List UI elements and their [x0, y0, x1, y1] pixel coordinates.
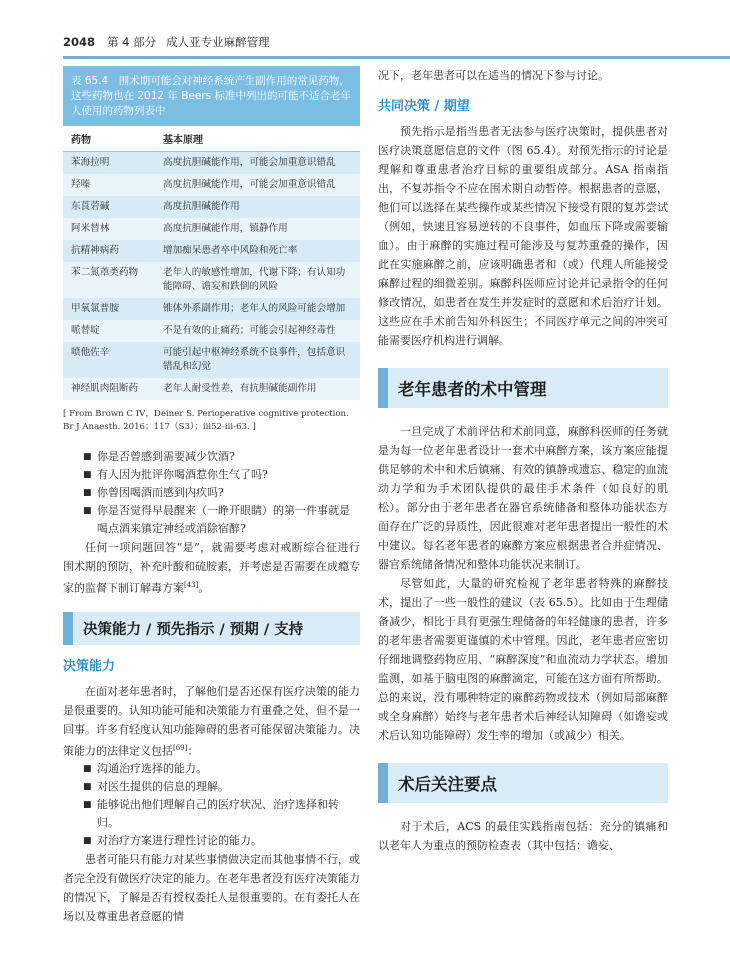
section-heading-postop — [378, 763, 668, 803]
part-title: 成人亚专业麻醉管理 — [166, 35, 270, 49]
rationale-cell: 高度抗胆碱能作用，可能会加重意识错乱 — [155, 152, 360, 175]
drug-table — [63, 126, 360, 400]
drug-cell: 苯海拉明 — [63, 152, 155, 175]
paragraph-intraop-plan: 一旦完成了术前评估和术前同意，麻醉科医师的任务就是为每一位老年患者设计一套术中麻醉方案，该方案应能提供足够的术中和术后镇痛、有效的镇静或遗忘、稳定的血流动力学和为手术团队提供的最佳手术条件（如良好的肌松）。部分由于老年患者在器官系统储备和整体功能状态方面存在广泛的异质性，因此很难对老年患者提出一般性的术中建议。每名老年患者的麻醉方案应根据患者合并症情况、器官系统储备情况和整体功能状况来制订。 — [378, 425, 668, 571]
section-heading-decision — [63, 612, 360, 645]
citation: [43] — [184, 581, 199, 589]
part-label: 第 4 部分 — [107, 35, 157, 49]
drug-cell: 东莨菪碱 — [63, 196, 155, 218]
paragraph-advance-directives: 预先指示是指当患者无法参与医疗决策时，提供患者对医疗决策意愿信息的文件（图 65.4）。对预先指示的讨论是理解和尊重患者治疗目标的重要组成部分。ASA 指南指出，不复苏指令不应在围术期自动暂停。根据患者的意愿，他们可以选择在某些操作或某些情况下接受有限的复苏尝试（例如，快速且容易逆转的不良事件，如血压下降或需要输血）。由于麻醉的实施过程可能涉及与复苏重叠的操作，因此在实施麻醉之前，应该明确患者和（或）代理人所能接受麻醉过程的细微差别。麻醉科医师应讨论并记录指令的任何修改情况，如患者在发生并发症时的意愿和术后治疗计划。这些应在手术前告知外科医生；不同医疗单元之间的冲突可能需要医疗机构进行调解。 — [378, 125, 668, 347]
list-item: ■ 沟通治疗选择的能力。 — [83, 760, 360, 778]
heading-bar — [378, 368, 388, 408]
rationale-cell: 高度抗胆碱能作用 — [155, 196, 360, 218]
paragraph-withdrawal — [63, 538, 360, 598]
rationale-cell: 老年人的敏感性增加，代谢下降；有认知功能障碍、谵妄和跌倒的风险 — [155, 262, 360, 298]
list-item: ■ 有人因为批评你喝酒惹你生气了吗? — [83, 466, 360, 484]
header-rule — [63, 56, 730, 59]
paragraph-end: 。 — [198, 581, 210, 595]
rationale-cell: 可能引起中枢神经系统不良事件，包括意识错乱和幻觉 — [155, 342, 360, 378]
capacity-criteria-list — [63, 760, 360, 850]
drug-cell: 神经肌肉阻断药 — [63, 378, 155, 400]
drug-cell: 苯二氮䓬类药物 — [63, 262, 155, 298]
table-row — [63, 342, 360, 378]
rationale-cell: 高度抗胆碱能作用，镇静作用 — [155, 218, 360, 240]
table-row — [63, 298, 360, 320]
drug-cell: 阿米替林 — [63, 218, 155, 240]
paragraph-intraop-evidence: 尽管如此，大量的研究检视了老年患者特殊的麻醉技术，提出了一些一般性的建议（表 65.5）。比如由于生理储备减少，相比于具有更强生理储备的年轻健康的患者，许多的老年患者需要更谨慎的术中管理。因此，老年患者应密切仔细地调整药物应用、“麻醉深度”和血流动力学状态。增加监测，如基于脑电图的麻醉滴定，可能在这方面有所帮助。总的来说，没有哪种特定的麻醉药物或技术（例如局部麻醉或全身麻醉）始终与老年患者术后神经认知障碍（如谵妄或术后认知功能障碍）发生率的增加（或减少）相关。 — [378, 577, 668, 742]
drug-cell: 哌替啶 — [63, 320, 155, 342]
section-heading-intraop — [378, 368, 668, 408]
paragraph-text: 任何一项问题回答“是”，就需要考虑对戒断综合征进行围术期的预防，补充叶酸和硫胺素，并考虑是否需要在成瘾专家的监督下制订解毒方案 — [63, 541, 360, 595]
cage-questions-list — [63, 448, 360, 538]
list-item: ■ 对治疗方案进行理性讨论的能力。 — [83, 832, 360, 850]
left-column — [63, 66, 360, 926]
list-item: ■ 对医生提供的信息的理解。 — [83, 778, 360, 796]
section-title: 术后关注要点 — [388, 763, 668, 803]
rationale-cell: 不是有效的止痛药；可能会引起神经毒性 — [155, 320, 360, 342]
heading-bar — [378, 763, 388, 803]
paragraph-proxy: 患者可能只有能力对某些事情做决定而其他事情不行，或者完全没有做医疗决定的能力。在老年患者没有医疗决策能力的情况下，了解是否有授权委托人是很重要的。在有委托人在场以及尊重患者意愿的情 — [63, 853, 360, 924]
table-row — [63, 196, 360, 218]
right-column — [378, 66, 668, 855]
list-item: ■ 你是否觉得早晨醒来（一睁开眼睛）的第一件事就是喝点酒来镇定神经或消除宿醉? — [83, 502, 360, 538]
paragraph-end: ： — [187, 744, 199, 758]
section-title: 老年患者的术中管理 — [388, 368, 668, 408]
paragraph-capacity — [63, 682, 360, 761]
table-row — [63, 240, 360, 262]
drug-cell: 喷他佐辛 — [63, 342, 155, 378]
drug-cell: 羟嗪 — [63, 174, 155, 196]
rationale-cell: 锥体外系副作用；老年人的风险可能会增加 — [155, 298, 360, 320]
list-item: ■ 能够说出他们理解自己的医疗状况、治疗选择和转归。 — [83, 796, 360, 832]
rationale-cell: 老年人耐受性差，有抗胆碱能副作用 — [155, 378, 360, 400]
table-row — [63, 152, 360, 175]
page-number: 2048 — [63, 35, 96, 49]
table-row — [63, 262, 360, 298]
list-item: ■ 你曾因喝酒而感到内疚吗? — [83, 484, 360, 502]
table-row — [63, 320, 360, 342]
running-header — [63, 30, 270, 54]
citation: [69] — [173, 743, 188, 752]
heading-bar — [63, 612, 73, 645]
paragraph-continued: 况下，老年患者可以在适当的情况下参与讨论。 — [378, 69, 609, 82]
table-header-drug: 药物 — [63, 126, 155, 152]
table-header-row — [63, 126, 360, 152]
table-row — [63, 218, 360, 240]
list-item: ■ 你是否曾感到需要减少饮酒? — [83, 448, 360, 466]
rationale-cell: 高度抗胆碱能作用，可能会加重意识错乱 — [155, 174, 360, 196]
paragraph-text: 在面对老年患者时，了解他们是否还保有医疗决策的能力是很重要的。认知功能可能和决策能力有重叠之处，但不是一回事。许多有轻度认知功能障碍的患者可能保留决策能力。决策能力的法律定义包括 — [63, 684, 360, 758]
subheading-capacity: 决策能力 — [63, 658, 116, 674]
table-source: [ From Brown C IV，Deiner S. Perioperative cognitive protection. Br J Anaesth. 2016；117（S3）；iii52-iii-63. ] — [63, 409, 349, 432]
rationale-cell: 增加痴呆患者卒中风险和死亡率 — [155, 240, 360, 262]
section-title: 决策能力 / 预先指示 / 预期 / 支持 — [73, 612, 360, 645]
table-row — [63, 174, 360, 196]
table-row — [63, 378, 360, 400]
table-header-rationale: 基本原理 — [155, 126, 360, 152]
drug-table-block — [63, 66, 360, 434]
subheading-shared-decision: 共同决策 / 期望 — [378, 99, 470, 114]
drug-cell: 抗精神病药 — [63, 240, 155, 262]
drug-cell: 甲氧氯普胺 — [63, 298, 155, 320]
paragraph-postop: 对于术后，ACS 的最佳实践指南包括：充分的镇痛和以老年人为重点的预防检查表（其中包括：谵妄、 — [378, 820, 668, 852]
table-caption: 表 65.4 围术期可能会对神经系统产生副作用的常见药物，这些药物也在 2012 年 Beers 标准中列出的可能不适合老年人使用的药物列表中 — [63, 66, 360, 126]
